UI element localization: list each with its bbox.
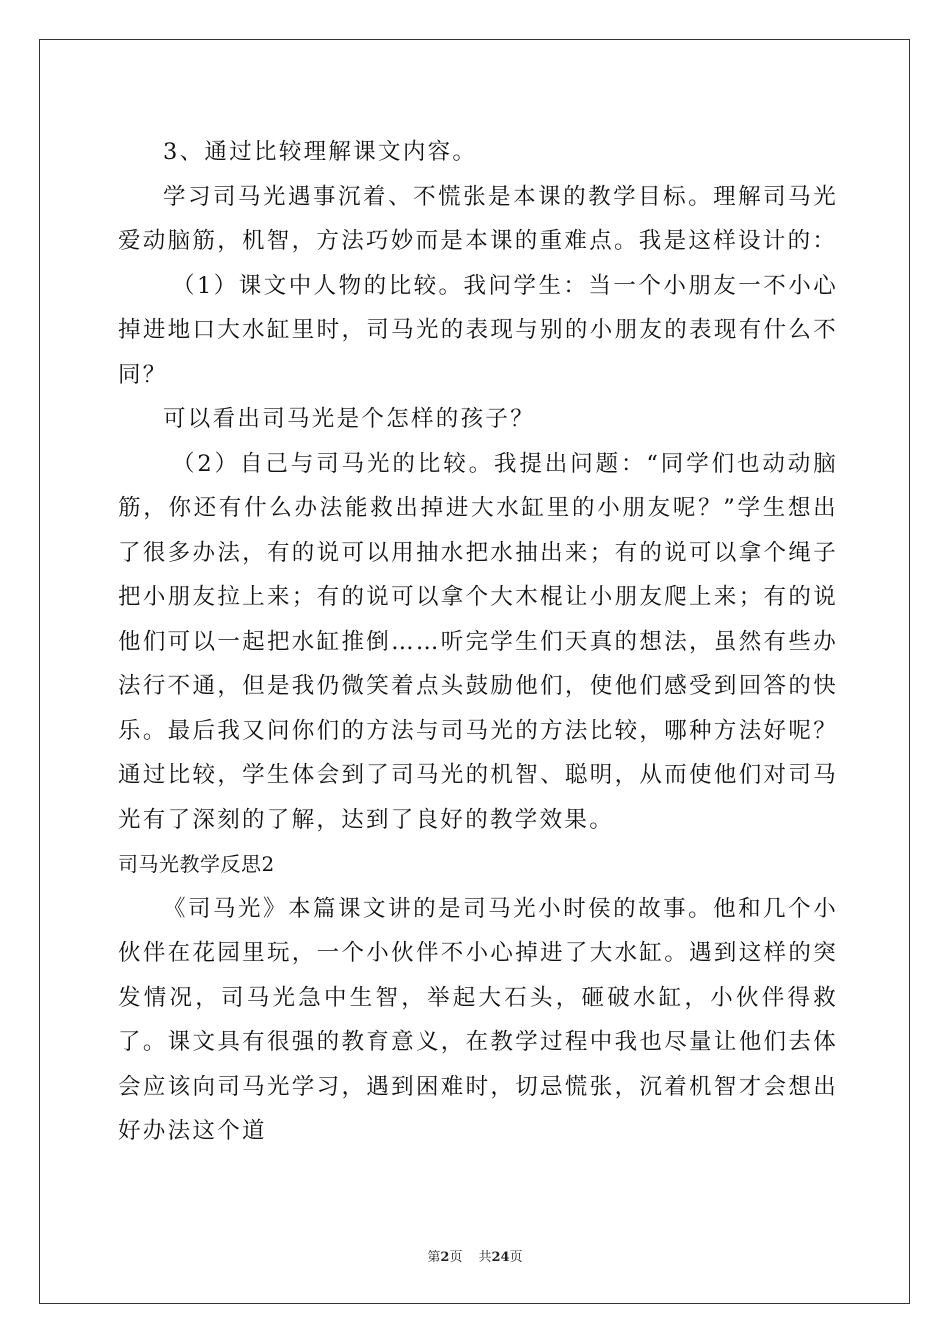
page-footer — [0, 1246, 950, 1265]
footer-total-pages: 24 — [491, 1250, 510, 1265]
paragraph-question: 可以看出司马光是个怎样的孩子？ — [163, 406, 536, 432]
paragraph-self-comparison: （2）自己与司马光的比较。我提出问题：“同学们也动动脑筋，你还有什么办法能救出掉进大水缸里的小朋友呢？”学生想出了很多办法，有的说可以用抽水把水抽出来；有的说可以拿个绳子把小朋友拉上来；有的说可以拿个大木棍让小朋友爬上来；有的说他们可以一起把水缸推倒……听完学生们天真的想法，虽然有些办法行不通，但是我仍微笑着点头鼓励他们，使他们感受到回答的快乐。最后我又问你们的方法与司马光的方法比较，哪种方法好呢？通过比较，学生体会到了司马光的机智、聪明，从而使他们对司马光有了深刻的了解，达到了良好的教学效果。 — [118, 450, 838, 833]
footer-page-prefix: 第 — [427, 1250, 441, 1265]
paragraph-teaching-goal: 学习司马光遇事沉着、不慌张是本课的教学目标。理解司马光爱动脑筋，机智，方法巧妙而是本课的重难点。我是这样设计的： — [118, 183, 838, 254]
section-heading: 司马光教学反思2 — [118, 852, 275, 876]
footer-page-suffix: 页 — [449, 1250, 463, 1265]
paragraph-story-summary: 《司马光》本篇课文讲的是司马光小时侯的故事。他和几个小伙伴在花园里玩，一个小伙伴不小心掉进了大水缸。遇到这样的突发情况，司马光急中生智，举起大石头，砸破水缸，小伙伴得救了。课文具有很强的教育意义，在教学过程中我也尽量让他们去体会应该向司马光学习，遇到困难时，切忌慌张，沉着机智才会想出好办法这个道 — [118, 895, 838, 1144]
footer-total-suffix: 页 — [509, 1250, 523, 1265]
document-body — [118, 130, 838, 1154]
footer-total-prefix: 共 — [478, 1250, 492, 1265]
paragraph-step-3: 3、通过比较理解课文内容。 — [163, 139, 478, 165]
paragraph-character-comparison: （1）课文中人物的比较。我问学生：当一个小朋友一不小心掉进地口大水缸里时，司马光的表现与别的小朋友的表现有什么不同？ — [118, 272, 838, 388]
footer-page-number: 2 — [440, 1250, 450, 1265]
